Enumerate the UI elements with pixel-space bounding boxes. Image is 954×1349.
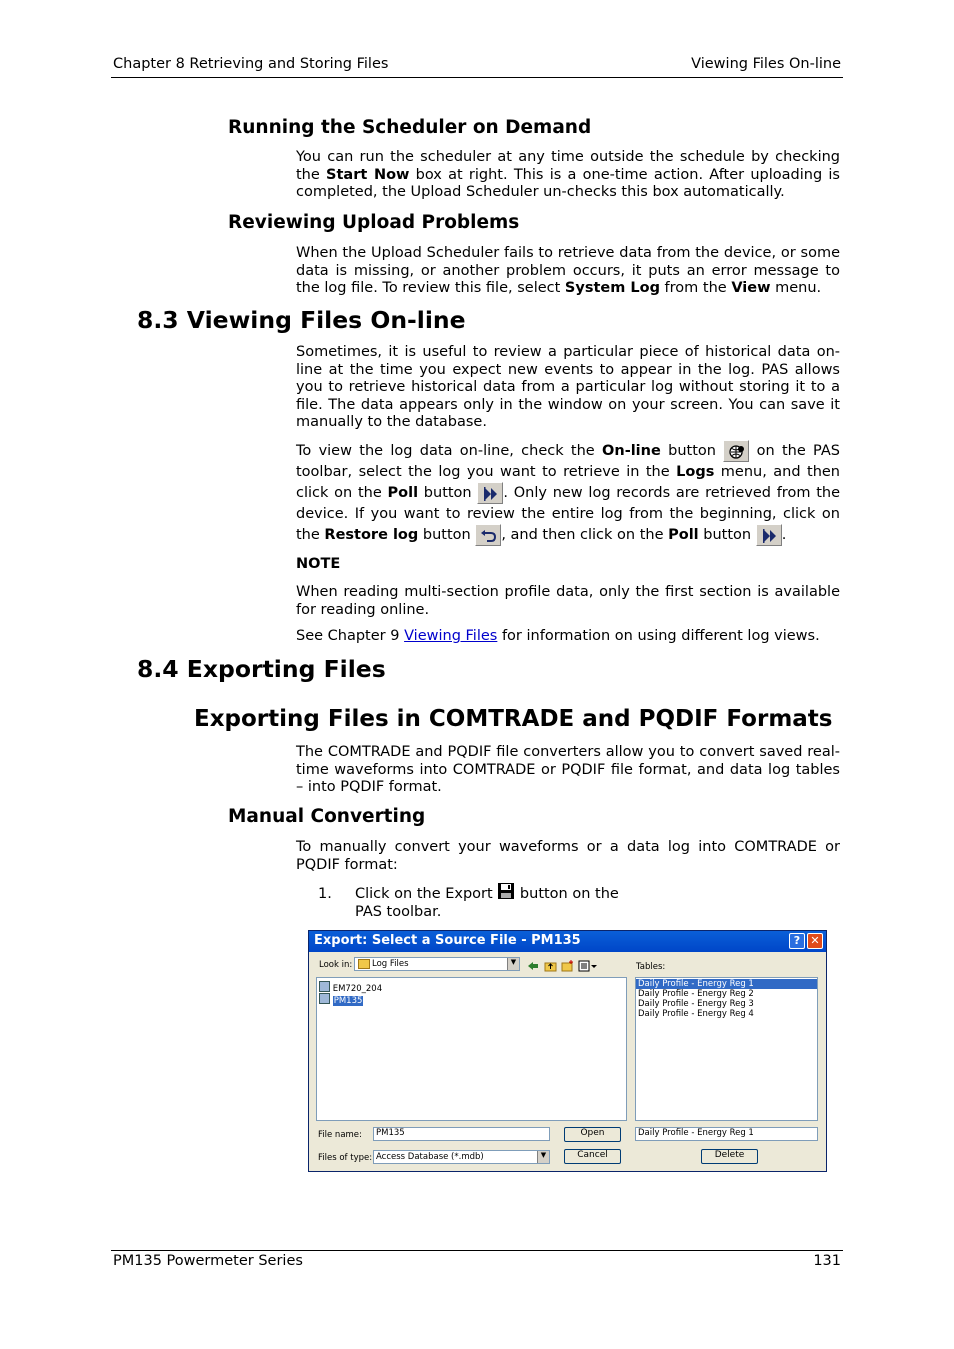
view-menu-icon[interactable] bbox=[578, 957, 598, 971]
header-rule bbox=[111, 77, 843, 78]
heading-running-scheduler: Running the Scheduler on Demand bbox=[228, 117, 592, 138]
table-row[interactable]: Daily Profile - Energy Reg 3 bbox=[638, 999, 754, 1009]
running-header-right: Viewing Files On-line bbox=[691, 56, 841, 72]
dialog-title: Export: Select a Source File - PM135 bbox=[314, 933, 581, 948]
up-folder-icon[interactable] bbox=[544, 957, 558, 971]
poll-icon bbox=[756, 524, 782, 546]
file-name-1: PM135 bbox=[333, 996, 363, 1006]
paragraph-running-scheduler: You can run the scheduler at any time outside the schedule by checking the Start Now box at right. This is a one-time action. After uploading is completed, the Upload Scheduler un-checks this box automatically. bbox=[296, 149, 840, 200]
folder-icon bbox=[358, 959, 370, 969]
dialog-title-bar bbox=[309, 931, 826, 952]
restore-log-icon bbox=[475, 524, 501, 546]
file-list[interactable] bbox=[316, 977, 627, 1121]
look-in-label: Look in: bbox=[319, 960, 353, 970]
database-icon bbox=[319, 993, 330, 1004]
chevron-down-icon: ▼ bbox=[537, 1151, 549, 1163]
back-icon[interactable] bbox=[527, 957, 541, 971]
cancel-button[interactable]: Cancel bbox=[564, 1149, 621, 1164]
step-number: 1. bbox=[318, 886, 332, 902]
database-icon bbox=[319, 981, 330, 992]
paragraph-viewing-online: To view the log data on-line, check the On-line button on the PAS toolbar, select the log you want to retrieve in the Logs menu, and then click on the Poll button . Only new log records are retrieved from the device. If you want to review the entire log from the beginning, click on the Restore log button , and then click on the Poll button . bbox=[296, 440, 840, 546]
table-row[interactable]: Daily Profile - Energy Reg 1 bbox=[636, 979, 817, 989]
files-of-type-select[interactable] bbox=[373, 1150, 550, 1164]
file-name-label: File name: bbox=[318, 1130, 362, 1140]
footer-rule bbox=[111, 1250, 843, 1251]
heading-8-4: 8.4 Exporting Files bbox=[137, 655, 386, 683]
paragraph-exporting: The COMTRADE and PQDIF file converters allow you to convert saved real-time waveforms into COMTRADE or PQDIF file format, and data log tables – into PQDIF format. bbox=[296, 744, 840, 795]
heading-exporting-comtrade: Exporting Files in COMTRADE and PQDIF Formats bbox=[194, 706, 833, 732]
delete-button[interactable]: Delete bbox=[701, 1149, 758, 1164]
help-icon[interactable]: ? bbox=[789, 933, 805, 949]
viewing-files-link[interactable]: Viewing Files bbox=[404, 628, 498, 644]
online-icon bbox=[723, 440, 749, 462]
paragraph-manual-converting: To manually convert your waveforms or a data log into COMTRADE or PQDIF format: bbox=[296, 839, 840, 873]
heading-8-3: 8.3 Viewing Files On-line bbox=[137, 306, 466, 334]
look-in-select[interactable] bbox=[354, 957, 520, 971]
paragraph-viewing-intro: Sometimes, it is useful to review a particular piece of historical data on-line at the time you expect new events to appear in the log. PAS allows you to retrieve historical data from a particular log without storing it to a file. The data appears only in the window on your screen. You can save it manually to the database. bbox=[296, 344, 840, 430]
export-disk-icon bbox=[497, 882, 515, 900]
export-dialog bbox=[308, 930, 827, 1172]
new-folder-icon[interactable] bbox=[561, 957, 575, 971]
file-name-0: EM720_204 bbox=[332, 984, 383, 994]
footer-left: PM135 Powermeter Series bbox=[113, 1253, 303, 1269]
step-text: Click on the Export button on the PAS toolbar. bbox=[355, 882, 655, 921]
look-in-value: Log Files bbox=[372, 959, 409, 969]
list-item[interactable] bbox=[319, 993, 363, 1004]
see-chapter-9: See Chapter 9 Viewing Files for information on using different log views. bbox=[296, 628, 820, 644]
page-number: 131 bbox=[813, 1253, 841, 1269]
table-row[interactable]: Daily Profile - Energy Reg 4 bbox=[638, 1009, 754, 1019]
running-header-left: Chapter 8 Retrieving and Storing Files bbox=[113, 56, 389, 72]
list-item[interactable] bbox=[319, 981, 382, 992]
table-row[interactable]: Daily Profile - Energy Reg 2 bbox=[638, 989, 754, 999]
chevron-down-icon: ▼ bbox=[507, 958, 519, 970]
heading-reviewing-problems: Reviewing Upload Problems bbox=[228, 212, 520, 233]
close-icon[interactable]: ✕ bbox=[807, 933, 823, 949]
files-of-type-value: Access Database (*.mdb) bbox=[376, 1152, 484, 1162]
open-button[interactable]: Open bbox=[564, 1127, 621, 1142]
files-of-type-label: Files of type: bbox=[318, 1153, 373, 1163]
tables-label: Tables: bbox=[636, 962, 666, 972]
heading-manual-converting: Manual Converting bbox=[228, 806, 426, 827]
poll-icon bbox=[477, 482, 503, 504]
note-text: When reading multi-section profile data, only the first section is available for reading online. bbox=[296, 584, 840, 618]
file-name-field[interactable]: PM135 bbox=[373, 1127, 550, 1141]
table-name-field[interactable]: Daily Profile - Energy Reg 1 bbox=[635, 1127, 818, 1141]
tables-list[interactable] bbox=[635, 977, 818, 1121]
note-label: NOTE bbox=[296, 556, 341, 572]
paragraph-reviewing-problems: When the Upload Scheduler fails to retrieve data from the device, or some data is missing, or another problem occurs, it puts an error message to the log file. To review this file, select System Log from the View menu. bbox=[296, 245, 840, 296]
